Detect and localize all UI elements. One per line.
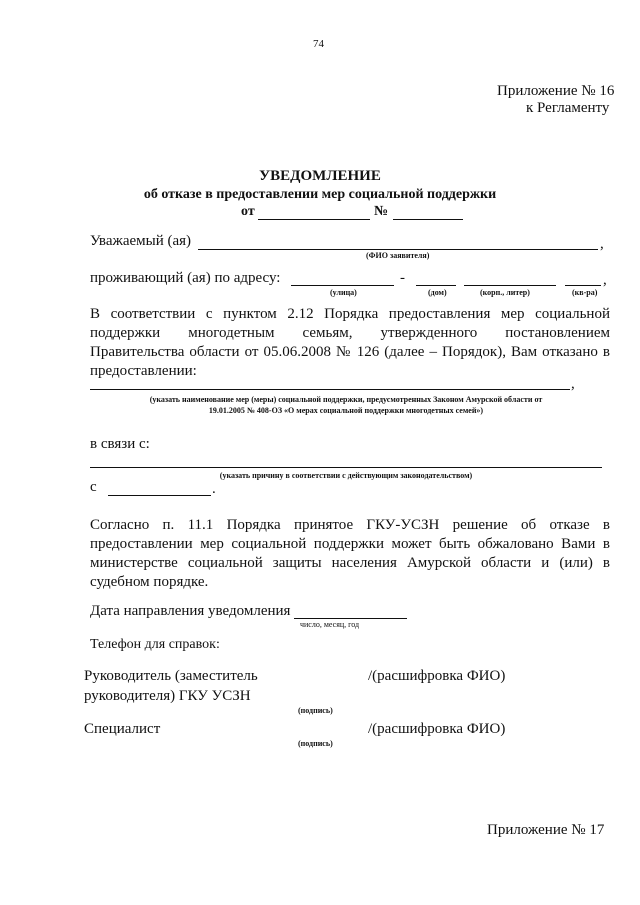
caption-korp: (корп., литер) — [480, 288, 530, 297]
date-sent-field-line — [294, 618, 407, 619]
greeting-comma: , — [600, 236, 604, 252]
apt-field-line — [565, 285, 601, 286]
para1-line-3: Правительства области от 05.06.2008 № 126 (далее – Порядок), Вам отказано в — [90, 344, 610, 360]
caption-reason: (указать причину в соответствии с действующим законодательством) — [219, 471, 473, 480]
caption-date: число, месяц, год — [300, 620, 360, 629]
caption-fio: (ФИО заявителя) — [366, 251, 430, 260]
head-line-1: Руководитель (заместитель — [84, 668, 258, 684]
caption-street: (улица) — [330, 288, 357, 297]
house-field-line — [416, 285, 456, 286]
number-label: № — [374, 204, 389, 219]
caption-apt: (кв-ра) — [572, 288, 598, 297]
caption-measures-line-1: (указать наименование мер (меры) социальной поддержки, предусмотренных Законом Амурской области от — [149, 395, 543, 404]
para2-line-2: предоставлении мер социальной поддержки может быть обжаловано Вами в — [90, 536, 610, 552]
appendix-line-2: к Регламенту — [526, 100, 610, 116]
korp-field-line — [464, 285, 556, 286]
address-dash: - — [400, 270, 405, 286]
para1-line-1: В соответствии с пунктом 2.12 Порядка предоставления мер социальной — [90, 306, 610, 322]
street-field-line — [291, 285, 394, 286]
para1-line-2: поддержки многодетным семьям, утвержденного постановлением — [90, 325, 610, 341]
caption-house: (дом) — [428, 288, 447, 297]
caption-measures-line-2: 19.01.2005 № 408-ОЗ «О мерах социальной поддержки многодетных семей») — [208, 406, 484, 415]
date-sent-label: Дата направления уведомления — [90, 603, 291, 619]
para2-line-1: Согласно п. 11.1 Порядка принятое ГКУ-УСЗН решение об отказе в — [90, 517, 610, 533]
number-field-line — [393, 219, 463, 220]
address-label: проживающий (ая) по адресу: — [90, 270, 281, 286]
address-comma: , — [603, 272, 607, 288]
document-title: УВЕДОМЛЕНИЕ — [259, 168, 381, 184]
date-field-line — [258, 219, 370, 220]
specialist-label: Специалист — [84, 721, 161, 737]
reason-field-line — [90, 467, 602, 468]
from-label: от — [241, 204, 255, 219]
decode-fio-specialist: /(расшифровка ФИО) — [368, 721, 506, 737]
footer-appendix: Приложение № 17 — [487, 822, 605, 838]
since-label: с — [90, 479, 97, 495]
reason-label: в связи с: — [90, 436, 150, 452]
caption-sign-specialist: (подпись) — [298, 739, 333, 748]
fio-field-line — [198, 249, 598, 250]
phone-label: Телефон для справок: — [90, 637, 220, 652]
appendix-line-1: Приложение № 16 — [497, 83, 615, 99]
para1-line-4: предоставлении: — [90, 363, 197, 379]
head-line-2: руководителя) ГКУ УСЗН — [84, 688, 251, 704]
page-number: 74 — [313, 38, 324, 50]
caption-sign-head: (подпись) — [298, 706, 333, 715]
para2-line-3: министерстве социальной защиты населения Амурской области и (или) в — [90, 555, 610, 571]
since-period: . — [212, 481, 216, 497]
measures-field-line — [90, 389, 570, 390]
measures-comma: , — [571, 376, 575, 392]
para2-line-4: судебном порядке. — [90, 574, 209, 590]
decode-fio-head: /(расшифровка ФИО) — [368, 668, 506, 684]
since-field-line — [108, 495, 211, 496]
greeting-label: Уважаемый (ая) — [90, 233, 192, 249]
document-subtitle: об отказе в предоставлении мер социальной поддержки — [143, 187, 497, 202]
